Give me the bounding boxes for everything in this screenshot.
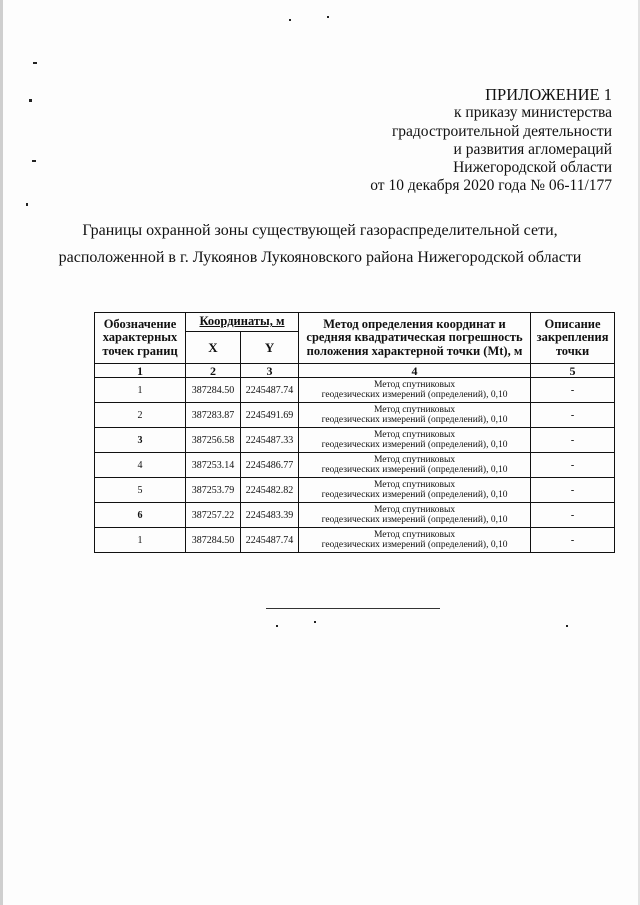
method-line: геодезических измерений (определений), 0,10 [321, 515, 508, 525]
method-line: геодезических измерений (определений), 0,10 [321, 465, 508, 475]
method-cell [299, 478, 531, 503]
scan-speck [566, 625, 568, 627]
y-coordinate: 2245487.74 [241, 378, 299, 403]
signature-divider [266, 608, 440, 609]
y-coordinate: 2245486.77 [241, 453, 299, 478]
scan-left-edge [0, 0, 3, 905]
appendix-block [370, 86, 612, 196]
table-row [95, 453, 615, 478]
header-x: X [186, 331, 241, 363]
x-coordinate: 387253.14 [186, 453, 241, 478]
appendix-line: Нижегородской области [453, 159, 612, 177]
point-id: 4 [95, 453, 186, 478]
method-line: геодезических измерений (определений), 0,10 [321, 415, 508, 425]
table-row [95, 528, 615, 553]
description-cell: - [531, 428, 615, 453]
method-line: Метод спутниковых [373, 404, 456, 415]
y-coordinate: 2245482.82 [241, 478, 299, 503]
column-number: 3 [241, 364, 299, 378]
point-id: 3 [95, 428, 186, 453]
method-line: Метод спутниковых [373, 479, 456, 490]
point-id: 6 [95, 503, 186, 528]
scan-speck [26, 203, 28, 206]
method-cell [299, 428, 531, 453]
y-coordinate: 2245487.33 [241, 428, 299, 453]
scan-speck [29, 99, 32, 102]
table-row [95, 378, 615, 403]
header-method: Метод определения координат и средняя квадратическая погрешность положения характерной точки (Mt), м [299, 313, 531, 364]
appendix-title: ПРИЛОЖЕНИЕ 1 [485, 85, 612, 104]
header-coordinates: Координаты, м [186, 313, 299, 332]
x-coordinate: 387283.87 [186, 403, 241, 428]
scan-speck [289, 19, 291, 21]
x-coordinate: 387257.22 [186, 503, 241, 528]
y-coordinate: 2245491.69 [241, 403, 299, 428]
method-cell [299, 403, 531, 428]
method-line: геодезических измерений (определений), 0,10 [321, 440, 508, 450]
appendix-line: и развития агломераций [453, 140, 612, 158]
column-number: 5 [531, 364, 615, 378]
x-coordinate: 387256.58 [186, 428, 241, 453]
header-description: Описание закрепления точки [531, 313, 615, 364]
table-row [95, 428, 615, 453]
method-line: геодезических измерений (определений), 0,10 [321, 490, 508, 500]
header-point: Обозначение характерных точек границ [95, 313, 186, 364]
appendix-line: от 10 декабря 2020 года № 06-11/177 [370, 177, 612, 195]
scan-speck [327, 16, 329, 18]
x-coordinate: 387253.79 [186, 478, 241, 503]
column-number-row [95, 364, 615, 378]
description-cell: - [531, 403, 615, 428]
y-coordinate: 2245483.39 [241, 503, 299, 528]
description-cell: - [531, 378, 615, 403]
method-line: Метод спутниковых [373, 379, 456, 390]
method-cell [299, 528, 531, 553]
method-cell [299, 453, 531, 478]
appendix-line: градостроительной деятельности [391, 122, 612, 140]
scan-speck [276, 625, 278, 627]
column-number: 1 [95, 364, 186, 378]
method-line: Метод спутниковых [373, 504, 456, 515]
method-line: геодезических измерений (определений), 0,10 [321, 390, 508, 400]
x-coordinate: 387284.50 [186, 528, 241, 553]
method-line: Метод спутниковых [373, 454, 456, 465]
document-heading-line: расположенной в г. Лукоянов Лукояновского района Нижегородской области [58, 249, 582, 266]
description-cell: - [531, 503, 615, 528]
x-coordinate: 387284.50 [186, 378, 241, 403]
coordinates-table [94, 312, 615, 553]
method-cell [299, 503, 531, 528]
method-cell [299, 378, 531, 403]
header-y: Y [241, 331, 299, 363]
column-number: 4 [299, 364, 531, 378]
document-heading-line: Границы охранной зоны существующей газораспределительной сети, [82, 222, 558, 239]
table-row [95, 403, 615, 428]
point-id: 1 [95, 528, 186, 553]
description-cell: - [531, 478, 615, 503]
appendix-line: к приказу министерства [454, 104, 612, 122]
description-cell: - [531, 528, 615, 553]
method-line: Метод спутниковых [373, 429, 456, 440]
scan-speck [32, 160, 36, 162]
column-number: 2 [186, 364, 241, 378]
table-row [95, 478, 615, 503]
point-id: 5 [95, 478, 186, 503]
table-row [95, 503, 615, 528]
description-cell: - [531, 453, 615, 478]
scan-speck [33, 62, 37, 64]
scan-speck [314, 621, 316, 623]
y-coordinate: 2245487.74 [241, 528, 299, 553]
method-line: Метод спутниковых [373, 529, 456, 540]
point-id: 1 [95, 378, 186, 403]
method-line: геодезических измерений (определений), 0,10 [321, 540, 508, 550]
point-id: 2 [95, 403, 186, 428]
